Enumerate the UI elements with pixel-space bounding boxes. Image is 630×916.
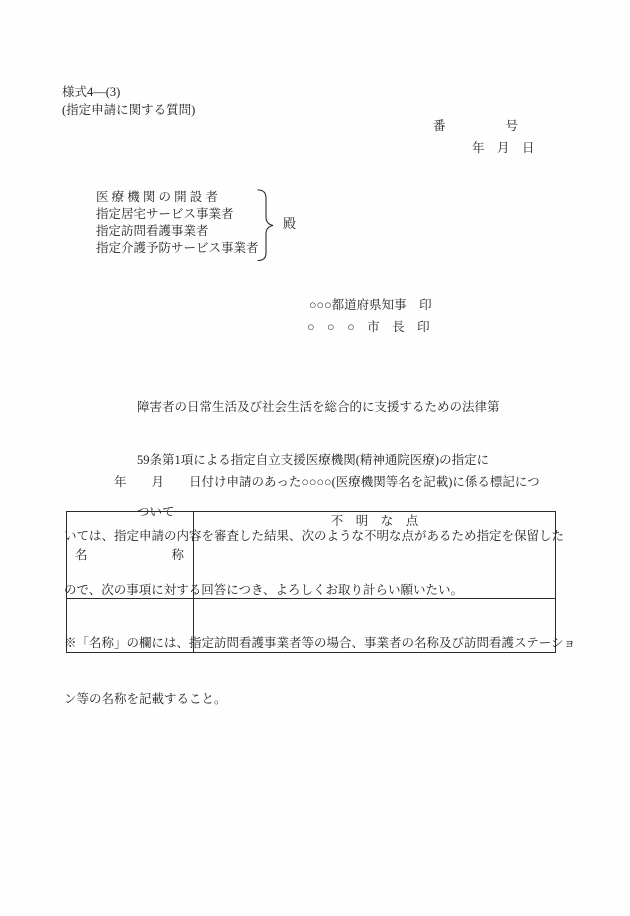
body-line: 年 月 日付け申請のあった○○○○(医療機関等名を記載)に係る標記につ <box>64 475 540 489</box>
right-brace-decoration <box>255 188 277 267</box>
sender-mayor-line: ○ ○ ○ 市 長 印 <box>307 320 430 334</box>
table-header-unknown-points: 不 明 な 点 <box>194 512 556 599</box>
doc-number-prefix: 番 <box>433 119 446 133</box>
subject-line: 障害者の日常生活及び社会生活を総合的に支援するための法律第 <box>137 400 500 414</box>
form-subtitle: (指定申請に関する質問) <box>62 103 196 117</box>
recipient-medical-institution: 医 療 機 関 の 開 設 者 <box>96 190 218 204</box>
body-line: いては、指定申請の内容を審査した結果、次のような不明な点があるため指定を保留した <box>64 529 565 543</box>
sender-governor-line: ○○○都道府県知事 印 <box>309 298 432 312</box>
header-name-right: 称 <box>171 548 184 562</box>
body-line: ので、次の事項に対する回答につき、よろしくお取り計らい願いたい。 <box>64 583 464 597</box>
subject-line: ついて <box>137 505 175 519</box>
header-name-left: 名 <box>75 548 88 562</box>
subject-line: 59条第1項による指定自立支援医療機関(精神通院医療)の指定に <box>137 452 490 467</box>
footnote <box>64 597 576 745</box>
recipient-preventive-care: 指定介護予防サービス事業者 <box>96 241 259 255</box>
footnote-line: ※「名称」の欄には、指定訪問看護事業者等の場合、事業者の名称及び訪問看護ステーショ <box>64 636 576 650</box>
recipient-home-service: 指定居宅サービス事業者 <box>96 207 234 221</box>
document-number-line <box>433 118 518 135</box>
honorific-label: 殿 <box>283 216 297 231</box>
recipient-visiting-nursing: 指定訪問看護事業者 <box>96 224 209 238</box>
form-number: 様式4―(3) <box>62 85 121 99</box>
addressee-block <box>96 189 259 257</box>
doc-number-suffix: 号 <box>505 119 518 133</box>
table-header-name <box>67 512 194 599</box>
footnote-line: ン等の名称を記載すること。 <box>64 691 227 706</box>
date-line: 年 月 日 <box>472 141 535 155</box>
table-header-row <box>67 512 556 599</box>
